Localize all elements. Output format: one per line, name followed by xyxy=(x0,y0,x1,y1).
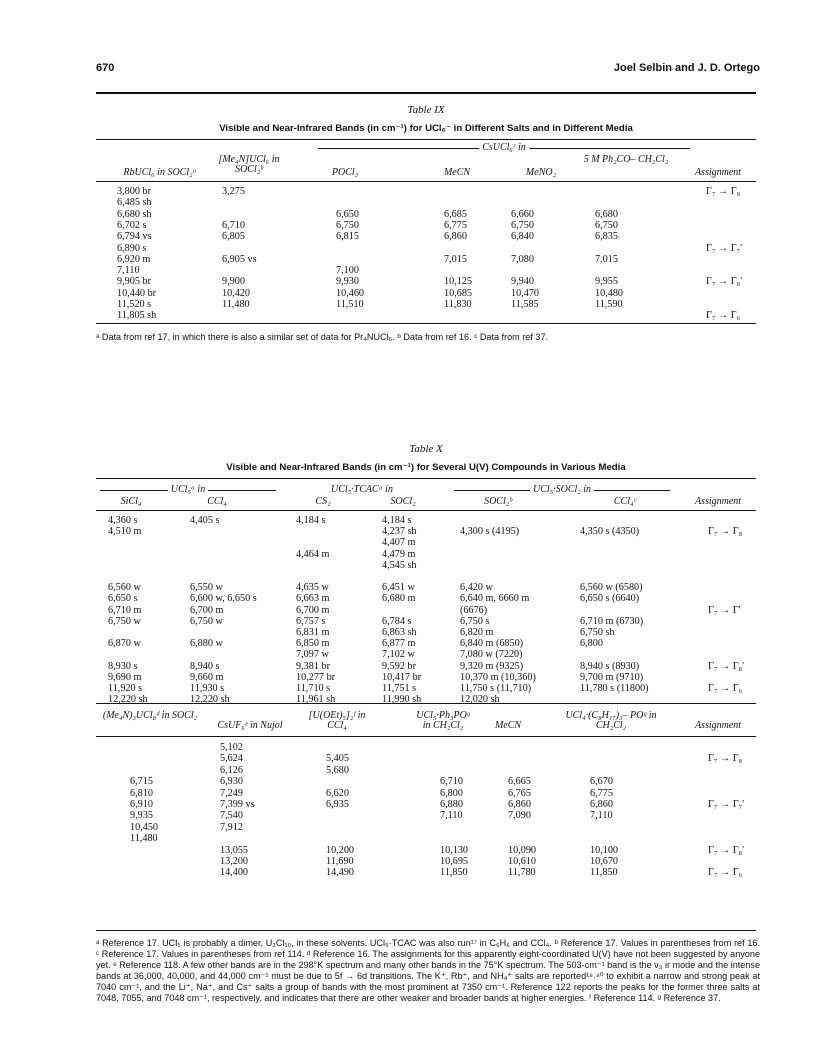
table-cell: 14,400 xyxy=(220,867,249,879)
table10-group3-label: UCl₅·SOCl₂ in xyxy=(530,484,594,495)
table-cell: 7,912 xyxy=(220,821,243,833)
table-cell: 10,695 xyxy=(440,856,469,867)
table-cell: 6,710 xyxy=(440,776,463,788)
table-cell: 11,750 s (11,710) xyxy=(460,683,532,694)
header-rule xyxy=(96,92,756,94)
table-cell: 13,200 xyxy=(220,856,249,867)
table-cell: 14,490 xyxy=(326,867,355,879)
table-cell: 11,830 xyxy=(444,299,472,310)
table-cell: 6,800 xyxy=(580,638,603,650)
table10-upper-header-4: SOCl₂ xyxy=(390,496,416,507)
table-cell: Γ₇ → Γ₆ xyxy=(706,310,741,322)
table-cell: 6,794 vs xyxy=(117,231,152,243)
table9-col-header-7: Assignment xyxy=(694,167,742,178)
table10-lower-header-1: (Me₄N)₃UCl₈ᵈ in SOCl₂ xyxy=(102,710,198,721)
table-cell: 10,277 br xyxy=(296,671,336,683)
table10-lower-header-rule xyxy=(96,736,756,737)
table-cell: 6,550 w xyxy=(190,582,223,594)
table-cell: 6,805 xyxy=(222,231,245,243)
table-cell: 6,750 w xyxy=(108,615,141,627)
table-cell: 10,130 xyxy=(440,844,469,856)
table-cell: 6,685 xyxy=(444,208,467,220)
table10-group1-line xyxy=(100,484,276,495)
table-cell: 6,670 xyxy=(590,776,613,788)
table-cell: 6,750 s xyxy=(460,615,490,627)
table-cell: 7,110 xyxy=(117,265,140,277)
table-cell: 11,710 s xyxy=(296,683,331,694)
table-cell: 6,750 xyxy=(595,219,618,231)
table9-caption: Visible and Near-Infrared Bands (in cm⁻¹) for UCl₆⁻ in Different Salts and in Different Media xyxy=(219,123,633,134)
table-cell: 11,480 xyxy=(222,299,250,310)
table-cell: 11,510 xyxy=(336,299,364,310)
table9-col-header-2: [Me₄N]UCl₆ in SOCl₂ᵇ xyxy=(218,154,280,175)
table-cell: 6,650 s xyxy=(108,593,138,605)
table-cell: 6,840 xyxy=(511,231,534,243)
table-cell: 6,880 w xyxy=(190,638,223,650)
table-cell: 11,690 xyxy=(326,856,354,867)
table9-bottom-rule xyxy=(96,323,756,324)
table-cell: 10,420 xyxy=(222,287,251,299)
table-cell: 6,680 m xyxy=(382,593,416,605)
table-cell: 5,624 xyxy=(220,753,243,765)
table10-footnote: ᵃ Reference 17. UCl₅ is probably a dimer, U₂Cl₁₀, in these solvents. UCl₅·TCAC was also run¹⁷ in C₆H₆ and CCl₄. ᵇ Reference 17. Values in parentheses from ref 16. ᶜ Reference 17. Values in parentheses from ref 114. ᵈ Reference 16. The assignments for this apparently eight-coordinated U(V) have not been suggested by anyone yet. ᵉ Reference 118. A few other bands are in the 298°K spectrum and many other bands in the 75°K spectrum. The 503-cm⁻¹ band is the ν₃ ir mode and the intense bands at 36,000, 40,000, and 44,000 cm⁻¹ must be due to 5f → 6d transitions. The K⁺, Rb⁺, and NH₄⁺ salts are reported¹⁸˒⁸⁰ to exhibit a narrow and strong peak at 7040 cm⁻¹, and the Li⁺, Na⁺, and Cs⁺ salts a group of bands with the most prominent at 7350 cm⁻¹. Reference 122 reports the peaks for the former three salts at 7048, 7055, and 7048 cm⁻¹, respectively, and indicates that there are other weaker and broader bands at higher energies. ᶠ Reference 114. ᵍ Reference 37. xyxy=(96,938,760,1003)
table-cell: 6,715 xyxy=(130,776,153,788)
table10-label: Table X xyxy=(409,443,443,455)
table10-bottom-rule xyxy=(96,930,756,931)
table-cell: 7,102 w xyxy=(382,649,415,661)
table10-upper-header-1: SiCl₄ xyxy=(120,496,142,507)
table-cell: 3,275 xyxy=(222,186,245,197)
table-cell: 4,184 s xyxy=(296,515,326,526)
table-cell: 5,680 xyxy=(326,764,349,776)
table-cell: 6,920 m xyxy=(117,253,151,265)
table-cell: 11,850 xyxy=(590,867,618,879)
table-cell: 11,520 s xyxy=(117,299,152,310)
table-cell: 11,585 xyxy=(511,299,539,310)
table-cell: 11,751 s xyxy=(382,683,417,694)
table-cell: 4,407 m xyxy=(382,537,416,549)
table-cell: Γ₇ → Γ₆ xyxy=(708,867,743,879)
table-cell: 8,940 s xyxy=(190,660,220,672)
table-cell: 6,600 w, 6,650 s xyxy=(190,593,257,605)
table10-upper-header-7: Assignment xyxy=(694,496,742,507)
table-cell: 6,560 w (6580) xyxy=(580,582,643,594)
table-cell: 9,381 br xyxy=(296,660,330,672)
table-cell: 11,805 sh xyxy=(117,310,157,322)
table-cell: 6,835 xyxy=(595,231,618,243)
table-cell: Γ₇ → Γ₈ xyxy=(708,526,743,538)
table-cell: Γ₇ → Γ₈ xyxy=(708,753,743,765)
table-cell: 6,910 xyxy=(130,799,153,810)
table-cell: 4,635 w xyxy=(296,582,329,594)
table10-group3-line xyxy=(454,484,670,495)
table9-group-line xyxy=(318,142,690,153)
table9-footnote: ᵃ Data from ref 17, in which there is also a similar set of data for Pr₄NUCl₆. ᵇ Data from ref 16. ᶜ Data from ref 37. xyxy=(96,332,549,342)
table-cell: 10,470 xyxy=(511,287,540,299)
table-cell: Γ₇ → Γ₈′ xyxy=(706,276,743,288)
table-cell: 9,690 m xyxy=(108,671,142,683)
table-cell: 6,710 m xyxy=(108,604,142,616)
table9-col-header-3: POCl₃ xyxy=(331,167,359,178)
table-cell: 10,480 xyxy=(595,287,624,299)
table-cell: 4,545 sh xyxy=(382,559,417,571)
table-cell: 6,710 m (6730) xyxy=(580,615,644,627)
table-cell: 6,451 w xyxy=(382,582,415,594)
table-cell: 6,935 xyxy=(326,799,349,810)
table-cell: 11,780 xyxy=(508,867,536,879)
table-cell: 4,510 m xyxy=(108,526,142,538)
table-cell: 7,080 w (7220) xyxy=(460,649,523,661)
table-cell: 6,775 xyxy=(590,787,613,799)
table-cell: 11,850 xyxy=(440,867,468,879)
table-cell: 10,370 m (10,360) xyxy=(460,671,536,683)
table-cell: 10,417 br xyxy=(382,671,422,683)
table-cell: Γ₇ → Γ₈ xyxy=(706,186,741,197)
table-cell: 6,757 s xyxy=(296,615,326,627)
table-cell: 6,831 m xyxy=(296,627,330,638)
table-cell: 9,660 m xyxy=(190,671,224,683)
table-cell: 4,479 m xyxy=(382,548,416,560)
table-cell: 9,940 xyxy=(511,276,534,288)
table-cell: 7,015 xyxy=(595,253,618,265)
table-cell: 6,750 xyxy=(511,219,534,231)
table-cell: 4,300 s (4195) xyxy=(460,526,520,538)
table-cell: 6,930 xyxy=(220,776,243,788)
table10-upper-header-rule xyxy=(96,510,756,511)
table-cell: 11,961 sh xyxy=(296,694,336,706)
table-cell: 7,090 xyxy=(508,810,531,822)
table-cell: 9,700 m (9710) xyxy=(580,671,644,683)
table-cell: 6,877 m xyxy=(382,638,416,650)
table-cell: 6,650 s (6640) xyxy=(580,593,640,605)
table10-lower-header-3: [U(OEt)₅]₂ᶠ in CCl₄ xyxy=(308,710,366,731)
table-cell: 6,420 w xyxy=(460,582,493,594)
table-cell: 6,860 xyxy=(508,799,531,810)
table-cell: 10,610 xyxy=(508,856,537,867)
table10-upper-header-6: CCl₄ᶜ xyxy=(613,496,637,507)
table-cell: 10,200 xyxy=(326,844,355,856)
table-cell: 5,102 xyxy=(220,742,243,753)
table-cell: Γ₇ → Γ′ xyxy=(708,604,741,616)
table-cell: 6,840 m (6850) xyxy=(460,638,524,650)
table-cell: 10,440 br xyxy=(117,287,157,299)
table-cell: 6,710 xyxy=(222,219,245,231)
table-cell: 6,890 s xyxy=(117,242,147,254)
table-cell: Γ₇ → Γ₈′ xyxy=(708,660,745,672)
table-cell: 6,800 xyxy=(440,787,463,799)
table-cell: Γ₇ → Γ₈′ xyxy=(708,844,745,856)
page-number: 670 xyxy=(96,62,115,74)
table10-upper-header-5: SOCl₂ᵇ xyxy=(484,496,512,507)
table10-upper-header-2: CCl₄ xyxy=(207,496,227,507)
table-cell: 9,955 xyxy=(595,276,618,288)
table-cell: 11,930 s xyxy=(190,683,225,694)
table-cell: 8,940 s (8930) xyxy=(580,660,640,672)
table10-group1-label: UCl₅ᵃ in xyxy=(168,484,208,495)
table10-group2-label: UCl₅·TCACᵃ in xyxy=(331,484,393,495)
table-cell: 7,399 vs xyxy=(220,799,255,810)
table-cell: 4,405 s xyxy=(190,515,220,526)
table9-group-label: CsUCl₆ᶜ in xyxy=(479,142,529,153)
table-cell: 6,485 sh xyxy=(117,197,152,209)
table-cell: 6,860 xyxy=(590,799,613,810)
table-cell: 6,640 m, 6660 m xyxy=(460,593,530,605)
table-cell: 11,780 s (11800) xyxy=(580,683,649,694)
table-cell: 4,237 sh xyxy=(382,526,417,538)
table-cell: 12,020 sh xyxy=(460,694,500,706)
table-cell: Γ₇ → Γ₇′ xyxy=(708,799,745,810)
table-cell: 9,900 xyxy=(222,276,245,288)
table10-upper-header-3: CS₂ xyxy=(315,496,331,507)
table9-col-header-1: RbUCl₆ in SOCl₂ᵃ xyxy=(123,167,197,178)
table9-top-rule xyxy=(96,139,756,140)
table-cell: Γ₇ → Γ₆ xyxy=(708,683,743,694)
table10-lower-header-6: UCl₄·(C₈H₁₇)₃– POᵍ in CH₂Cl₂ xyxy=(565,710,657,731)
table-cell: 7,540 xyxy=(220,810,243,822)
table-cell: 6,863 sh xyxy=(382,627,417,638)
table9-header-rule xyxy=(96,181,756,182)
table-cell: 6,870 w xyxy=(108,638,141,650)
table-cell: 9,930 xyxy=(336,276,359,288)
table-cell: 11,920 s xyxy=(108,683,143,694)
table-cell: 6,905 vs xyxy=(222,253,257,265)
table-cell: 6,560 w xyxy=(108,582,141,594)
table-cell: 12,220 sh xyxy=(108,694,148,706)
table-cell: 6,880 xyxy=(440,799,463,810)
table-cell: 11,590 xyxy=(595,299,623,310)
table-cell: 7,080 xyxy=(511,253,534,265)
table9-col-header-6: 5 M Ph₂CO– CH₂Cl₂ xyxy=(583,154,669,165)
table-cell: 6,620 xyxy=(326,787,349,799)
table-cell: 10,670 xyxy=(590,856,619,867)
table-cell: 10,460 xyxy=(336,287,365,299)
table10-lower-header-7: Assignment xyxy=(694,720,742,731)
table-cell: 6,126 xyxy=(220,764,243,776)
table-cell: 6,702 s xyxy=(117,219,147,231)
table-cell: 6,820 m xyxy=(460,627,494,638)
table-cell: 6,775 xyxy=(444,219,467,231)
table-cell: 10,090 xyxy=(508,844,537,856)
table-cell: 6,663 m xyxy=(296,593,330,605)
table9-col-header-5: MeNO₂ xyxy=(525,167,557,178)
table-cell: 6,860 xyxy=(444,231,467,243)
table-cell: 7,249 xyxy=(220,787,243,799)
table-cell: 7,097 w xyxy=(296,649,329,661)
table-cell: 7,110 xyxy=(440,810,463,822)
table-cell: 4,360 s xyxy=(108,515,138,526)
table-cell: 6,700 m xyxy=(296,604,330,616)
table-cell: 6,700 m xyxy=(190,604,224,616)
table-cell: 6,815 xyxy=(336,231,359,243)
table-cell: 6,765 xyxy=(508,787,531,799)
table-cell: 6,680 xyxy=(595,208,618,220)
table-cell: 10,125 xyxy=(444,276,473,288)
table-cell: 6,784 s xyxy=(382,615,412,627)
table10-mid-rule xyxy=(96,703,756,704)
table10-lower-header-2: CsUF₆ᵉ in Nujol xyxy=(217,720,283,731)
table-cell: 4,184 s xyxy=(382,515,412,526)
table10-lower-header-4: UCl₅·Ph₃POᵍ in CH₂Cl₂ xyxy=(416,710,470,731)
table-cell: 3,800 br xyxy=(117,186,151,197)
table-cell: (6676) xyxy=(460,604,488,616)
table-cell: 10,685 xyxy=(444,287,473,299)
table-cell: 4,464 m xyxy=(296,548,330,560)
table-cell: 6,680 sh xyxy=(117,208,152,220)
table-cell: 7,100 xyxy=(336,265,359,277)
table-cell: 9,935 xyxy=(130,810,153,822)
table-cell: 6,810 xyxy=(130,787,153,799)
table-cell: 5,405 xyxy=(326,753,349,765)
table-cell: 6,850 m xyxy=(296,638,330,650)
table9-col-header-4: MeCN xyxy=(443,167,471,178)
table-cell: 7,015 xyxy=(444,253,467,265)
table9-label: Table IX xyxy=(407,104,445,116)
table-cell: 9,905 br xyxy=(117,276,151,288)
table-cell: 4,350 s (4350) xyxy=(580,526,640,538)
table-cell: 6,750 w xyxy=(190,615,223,627)
table-cell: 6,650 xyxy=(336,208,359,220)
table-cell: 8,930 s xyxy=(108,660,138,672)
running-head-authors: Joel Selbin and J. D. Ortego xyxy=(613,62,760,74)
table-cell: 6,750 sh xyxy=(580,627,615,638)
table-cell: 9,320 m (9325) xyxy=(460,660,524,672)
table-cell: 10,450 xyxy=(130,821,159,833)
table-cell: 11,480 xyxy=(130,833,158,845)
table10-caption: Visible and Near-Infrared Bands (in cm⁻¹) for Several U(V) Compounds in Various Media xyxy=(226,462,626,473)
table-cell: 13,055 xyxy=(220,844,249,856)
table-cell: 6,665 xyxy=(508,776,531,788)
table-cell: 6,750 xyxy=(336,219,359,231)
table-cell: 6,660 xyxy=(511,208,534,220)
table-cell: 12,220 sh xyxy=(190,694,230,706)
table10-top-rule xyxy=(96,478,756,479)
table-cell: 9,592 br xyxy=(382,660,416,672)
table-cell: 10,100 xyxy=(590,844,619,856)
table-cell: Γ₇ → Γ₇′ xyxy=(706,242,743,254)
table10-lower-header-5: MeCN xyxy=(494,720,522,731)
table-cell: 11,990 sh xyxy=(382,694,422,706)
table-cell: 7,110 xyxy=(590,810,613,822)
